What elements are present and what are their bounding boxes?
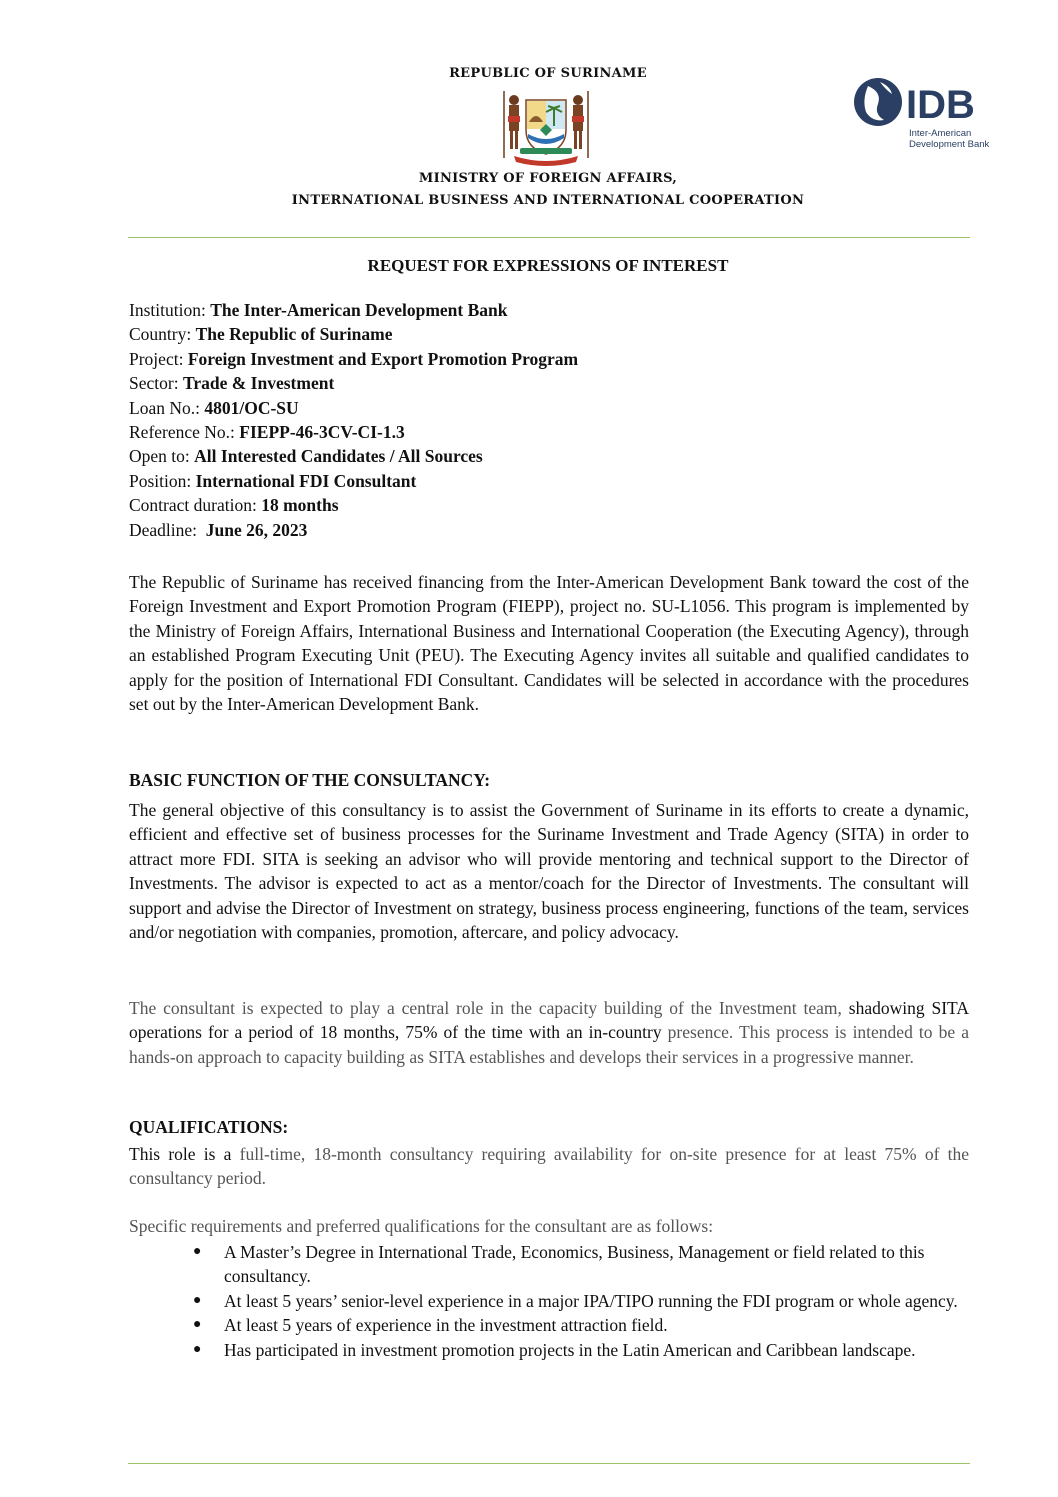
field-institution [129,298,578,322]
basic-function-heading: BASIC FUNCTION OF THE CONSULTANCY: [129,770,491,790]
qualifications-intro [129,1142,969,1191]
ministry-line-1: MINISTRY OF FOREIGN AFFAIRS, [418,171,678,186]
bullet-icon: ● [193,1317,202,1333]
field-contract-duration [129,493,578,517]
field-sector [129,371,578,395]
field-label: Loan No.: [129,397,205,418]
basic-function-paragraph: The general objective of this consultancy is to assist the Government of Suriname in its efforts to create a dynamic, efficient and effective set of business processes for the Suriname Investment and Trade Agency (SITA) in order to attract more FDI. SITA is seeking an advisor who will provide mentoring and technical support to the Director of Investments. The advisor is expected to act as a mentor/coach for the Director of Investments. The consultant will support and advise the Director of Investment on strategy, business process engineering, functions of the team, services and/or negotiation with companies, promotion, aftercare, and policy advocacy. [129,800,969,943]
field-position [129,469,578,493]
intro-paragraph: The Republic of Suriname has received financing from the Inter-American Development Bank toward the cost of the Foreign Investment and Export Promotion Program (FIEPP), project no. SU-L1056. This program is implemented by the Ministry of Foreign Affairs, International Business and International Cooperation (the Executing Agency), through an established Program Executing Unit (PEU). The Executing Agency invites all suitable and qualified candidates to apply for the position of International FDI Consultant. Candidates will be selected in accordance with the procedures set out by the Inter-American Development Bank. [129,572,969,715]
ministry-line-2: INTERNATIONAL BUSINESS AND INTERNATIONAL COOPERATION [291,193,805,208]
list-item-text: A Master’s Degree in International Trade, Economics, Business, Management or field related to this consultancy. [224,1242,925,1287]
idb-logo-text: IDB [906,83,975,127]
field-value: The Republic of Suriname [195,324,393,345]
list-item [193,1240,969,1289]
ministry-heading [0,168,1058,212]
role-paragraph [129,996,969,1069]
field-country [129,322,578,346]
role-text-part-3: presence. This process is intended to be a hands-on approach to capacity building as SITA establishes and develops their services in a progressive manner. [129,1022,969,1067]
field-label: Institution: [129,300,211,320]
field-label: Position: [129,470,196,491]
republic-title: REPUBLIC OF SURINAME [449,66,647,81]
specific-requirements-text: Specific requirements and preferred qualifications for the consultant are as follows: [129,1216,714,1236]
idb-logo [850,74,1000,154]
document-title: REQUEST FOR EXPRESSIONS OF INTEREST [367,256,729,275]
field-loan-no [129,396,578,420]
field-label: Project: [129,348,188,369]
list-item-text: At least 5 years’ senior-level experience in a major IPA/TIPO running the FDI program or whole agency. [224,1290,958,1311]
list-item [193,1338,969,1362]
idb-logo-sub1: Inter-American [909,128,972,139]
field-project [129,347,578,371]
coat-of-arms-emblem [496,86,596,166]
field-reference-no [129,420,578,444]
field-label: Sector: [129,373,183,394]
field-label: Country: [129,324,196,345]
list-item [193,1313,969,1337]
footer-divider [128,1463,970,1464]
bullet-icon: ● [193,1341,202,1357]
field-value: The Inter-American Development Bank [210,300,508,320]
header-divider [128,237,970,238]
field-label: Reference No.: [129,422,240,443]
bullet-icon: ● [193,1244,202,1259]
field-value: Trade & Investment [182,373,335,394]
role-text-part-2: shadowing SITA operations for a period of 18 months, 75% of the time with an in-country [129,998,969,1043]
details-block [129,298,578,542]
list-item-text: At least 5 years of experience in the investment attraction field. [224,1315,668,1336]
field-value: FIEPP-46-3CV-CI-1.3 [239,422,405,443]
qualifications-list [193,1240,969,1362]
field-value: All Interested Candidates / All Sources [194,446,483,467]
bullet-icon: ● [193,1292,202,1308]
field-label: Contract duration: [129,495,262,516]
field-label: Open to: [129,446,195,467]
field-deadline [129,518,578,542]
list-item-text: Has participated in investment promotion projects in the Latin American and Caribbean landscape. [224,1339,916,1360]
idb-logo-sub2: Development Bank [909,139,990,150]
qualifications-heading: QUALIFICATIONS: [129,1117,289,1137]
list-item [193,1289,969,1313]
qualifications-intro-part-2: full-time, 18-month consultancy requiring availability for on-site presence for at least 75% of the consultancy period. [129,1144,969,1189]
field-open-to [129,444,578,468]
role-text-part-1: The consultant is expected to play a central role in the capacity building of the Investment team, [129,998,842,1018]
field-value: June 26, 2023 [205,519,308,540]
field-value: Foreign Investment and Export Promotion Program [187,348,579,369]
field-value: 4801/OC-SU [204,397,299,418]
field-label: Deadline: [129,519,206,540]
qualifications-intro-part-1: This role is a [129,1144,232,1164]
field-value: International FDI Consultant [195,470,417,491]
field-value: 18 months [261,495,339,516]
